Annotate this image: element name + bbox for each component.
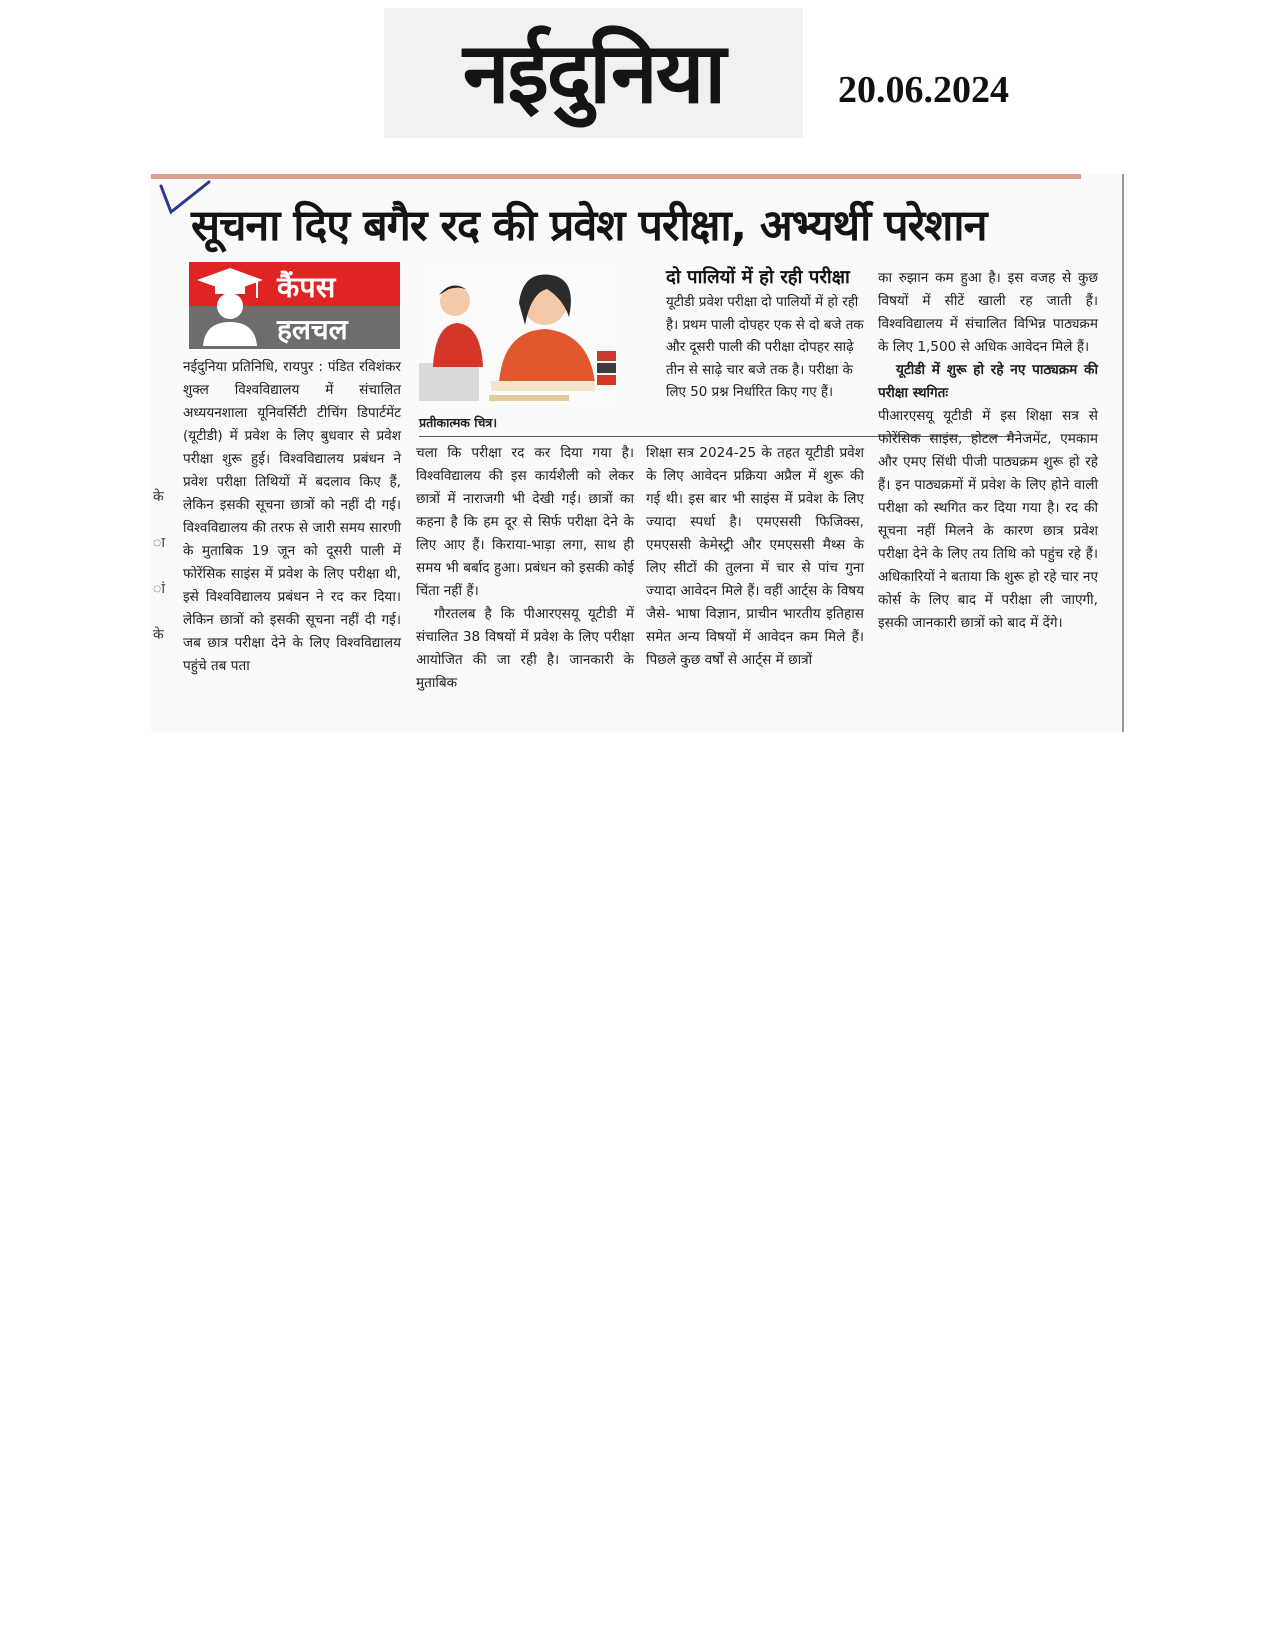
badge-title: कैंपस: [277, 270, 336, 304]
article-column-2: [416, 442, 634, 695]
article-headline: सूचना दिए बगैर रद की प्रवेश परीक्षा, अभ्यर्थी परेशान: [191, 201, 987, 251]
news-clipping: [151, 174, 1124, 732]
campus-halchal-badge: [189, 262, 400, 349]
margin-mark: के: [153, 489, 164, 505]
margin-mark: ा: [153, 535, 165, 551]
stressed-students-illustration: [419, 263, 616, 413]
box-text: यूटीडी प्रवेश परीक्षा दो पालियों में हो रही है। प्रथम पाली दोपहर एक से दो बजे तक और दूसरी पाली की परीक्षा दोपहर साढ़े तीन से साढ़े चार बजे तक है। परीक्षा के लिए 50 प्रश्न निर्धारित किए गए हैं।: [666, 295, 864, 401]
margin-marks: [153, 474, 165, 658]
article-column-1: [183, 356, 401, 678]
box-heading: दो पालियों में हो रही परीक्षा: [666, 267, 850, 288]
clipping-top-rule: [151, 174, 1081, 179]
column-3-text: शिक्षा सत्र 2024-25 के तहत यूटीडी प्रवेश के लिए आवेदन प्रक्रिया अप्रैल में शुरू की गई थी। इस बार भी साइंस में प्रवेश के लिए ज्यादा स्पर्धा है। एमएससी फिजिक्स, एमएससी केमेस्ट्री और एमएससी मैथ्स के लिए सीटों की तुलना में चार से पांच गुना ज्यादा आवेदन मिले हैं। वहीं आर्ट्स के विषय जैसे- भाषा विज्ञान, प्राचीन भारतीय इतिहास समेत अन्य विषयों में आवेदन कम मिले हैं। पिछले कुछ वर्षों से आर्ट्स में छात्रों: [646, 445, 864, 668]
article-column-3: [646, 442, 864, 672]
column-2-text-b: गौरतलब है कि पीआरएसयू यूटीडी में संचालित 38 विषयों में प्रवेश के लिए परीक्षा आयोजित की जा रही है। जानकारी के मुताबिक: [416, 606, 634, 691]
newspaper-masthead: [384, 8, 803, 138]
column-4-text-b: पीआरएसयू यूटीडी में इस शिक्षा सत्र से फोरेंसिक साइंस, होटल मैनेजमेंट, एमकाम और एमए सिंधी पीजी पाठ्यक्रम शुरू हो रहे हैं। इन पाठ्यक्रमों में प्रवेश के लिए होने वाली परीक्षा को स्थगित कर दिया गया है। रद की सूचना नहीं मिलने के कारण छात्र प्रवेश परीक्षा देने के लिए तय तिथि को पहुंच रहे हैं। अधिकारियों ने बताया कि शुरू हो रहे चार नए कोर्स के लिए बाद में परीक्षा ली जाएगी, इसकी जानकारी छात्रों को बाद में देंगे।: [878, 408, 1098, 631]
publication-date: 20.06.2024: [838, 69, 1009, 111]
graduate-icon: [195, 264, 265, 346]
margin-mark: के: [153, 627, 164, 643]
column-4-text-a: का रुझान कम हुआ है। इस वजह से कुछ विषयों में सीटें खाली रह जाती हैं। विश्वविद्यालय में संचालित विभिन्न पाठ्यक्रम के लिए 1,500 से अधिक आवेदन मिले हैं।: [878, 270, 1098, 355]
badge-subtitle: हलचल: [277, 313, 348, 346]
column-2-text-a: चला कि परीक्षा रद कर दिया गया है। विश्वविद्यालय की इस कार्यशैली को लेकर छात्रों में नाराजगी भी देखी गई। छात्रों का कहना है कि हम दूर से सिर्फ परीक्षा देने के लिए आए हैं। किराया-भाड़ा लगा, साथ ही समय भी बर्बाद हुआ। प्रबंधन को इसकी कोई चिंता नहीं हैं।: [416, 445, 634, 599]
column-4-subheading: यूटीडी में शुरू हो रहे नए पाठ्यक्रम की परीक्षा स्थगितः: [878, 362, 1098, 401]
illustration-caption: प्रतीकात्मक चित्र।: [419, 415, 498, 430]
masthead-title: नईदुनिया: [462, 24, 725, 122]
article-column-4: [878, 267, 1098, 635]
column-1-text: नईदुनिया प्रतिनिधि, रायपुर : पंडित रविशंकर शुक्ल विश्वविद्यालय में संचालित अध्ययनशाला यूनिवर्सिटी टीचिंग डिपार्टमेंट (यूटीडी) में प्रवेश के लिए बुधवार से प्रवेश परीक्षा शुरू हुई। विश्वविद्यालय प्रबंधन ने प्रवेश परीक्षा तिथियों में बदलाव किए हैं, लेकिन इसकी सूचना छात्रों को नहीं दी गई। विश्वविद्यालय की तरफ से जारी समय सारणी के मुताबिक 19 जून को दूसरी पाली में फोरेंसिक साइंस में प्रवेश के लिए परीक्षा थी, इसे विश्वविद्यालय प्रबंधन ने रद कर दिया। लेकिन छात्रों को इसकी सूचना नहीं दी गई। जब छात्र परीक्षा देने के लिए विश्वविद्यालय पहुंचे तब पता: [183, 359, 401, 674]
margin-mark: ां: [153, 581, 165, 597]
